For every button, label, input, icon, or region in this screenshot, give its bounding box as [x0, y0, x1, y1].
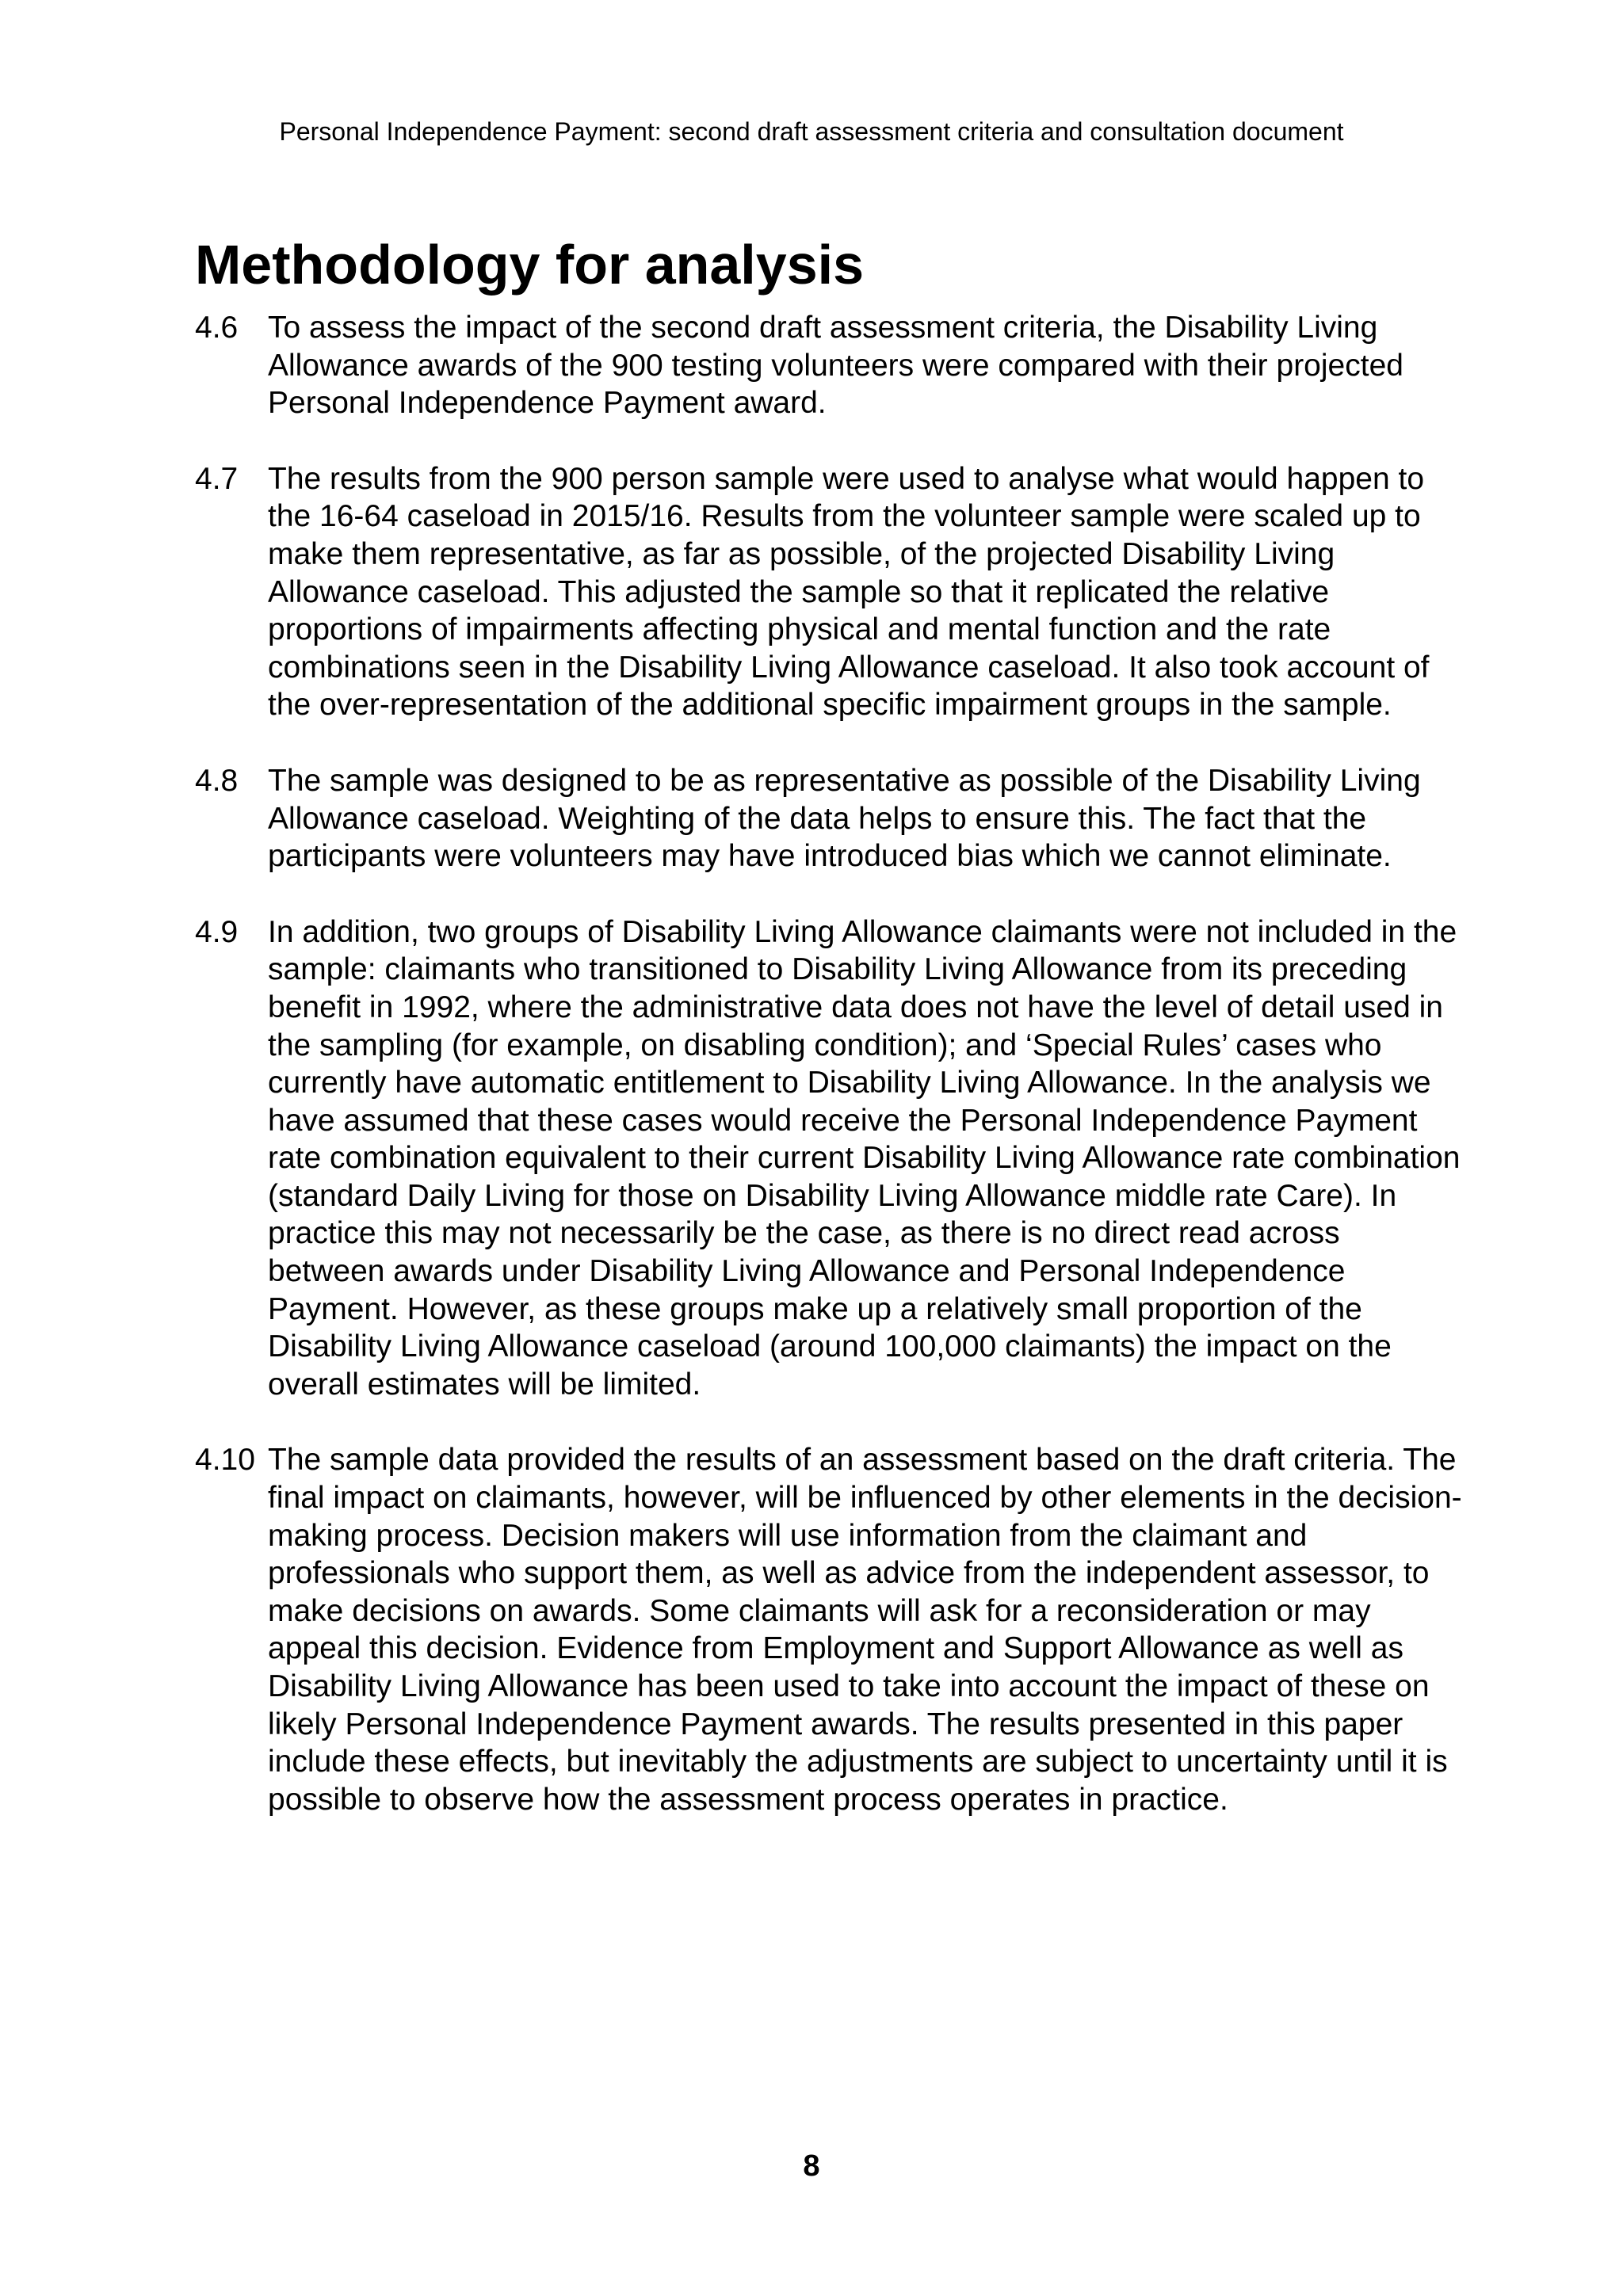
- paragraph-4-9: [195, 913, 1463, 1404]
- paragraph-number: 4.7: [195, 461, 239, 496]
- numbered-paragraphs: [195, 309, 1463, 1856]
- paragraph-text: In addition, two groups of Disability Living Allowance claimants were not included in the sample: claimants who transitioned to Disability Living Allowance from its preceding benefit in 1992, where the administrative data does not have the level of detail used in the sampling (for example, on disabling condition); and ‘Special Rules’ cases who currently have automatic entitlement to Disability Living Allowance. In the analysis we have assumed that these cases would receive the Personal Independence Payment rate combination equivalent to their current Disability Living Allowance rate combination (standard Daily Living for those on Disability Living Allowance middle rate Care). In practice this may not necessarily be the case, as there is no direct read across between awards under Disability Living Allowance and Personal Independence Payment. However, as these groups make up a relatively small proportion of the Disability Living Allowance caseload (around 100,000 claimants) the impact on the overall estimates will be limited.: [268, 914, 1461, 1402]
- page-number: 8: [803, 2149, 820, 2183]
- paragraph-number: 4.6: [195, 311, 239, 345]
- paragraph-number: 4.8: [195, 763, 239, 798]
- paragraph-4-6: [195, 309, 1463, 422]
- paragraph-text: The sample was designed to be as representative as possible of the Disability Living Allowance caseload. Weighting of the data helps to ensure this. The fact that the participants were volunteers may have introduced bias which we cannot eliminate.: [268, 763, 1421, 874]
- running-header: Personal Independence Payment: second draft assessment criteria and consultation document: [279, 117, 1344, 146]
- paragraph-number: 4.10: [195, 1443, 255, 1478]
- section-title: Methodology for analysis: [195, 234, 864, 296]
- paragraph-text: To assess the impact of the second draft assessment criteria, the Disability Living Allowance awards of the 900 testing volunteers were compared with their projected Personal Independence Payment award.: [268, 311, 1403, 421]
- paragraph-text: The sample data provided the results of an assessment based on the draft criteria. The final impact on claimants, however, will be influenced by other elements in the decision-making process. Decision makers will use information from the claimant and professionals who support them, as well as advice from the independent assessor, to make decisions on awards. Some claimants will ask for a reconsideration or may appeal this decision. Evidence from Employment and Support Allowance as well as Disability Living Allowance has been used to take into account the impact of these on likely Personal Independence Payment awards. The results presented in this paper include these effects, but inevitably the adjustments are subject to uncertainty until it is possible to observe how the assessment process operates in practice.: [268, 1443, 1462, 1817]
- paragraph-number: 4.9: [195, 914, 239, 949]
- paragraph-text: The results from the 900 person sample were used to analyse what would happen to the 16-64 caseload in 2015/16. Results from the volunteer sample were scaled up to make them representative, as far as possible, of the projected Disability Living Allowance caseload. This adjusted the sample so that it replicated the relative proportions of impairments affecting physical and mental function and the rate combinations seen in the Disability Living Allowance caseload. It also took account of the over-representation of the additional specific impairment groups in the sample.: [268, 461, 1430, 723]
- paragraph-4-7: [195, 460, 1463, 724]
- paragraph-4-8: [195, 762, 1463, 875]
- paragraph-4-10: [195, 1441, 1463, 1818]
